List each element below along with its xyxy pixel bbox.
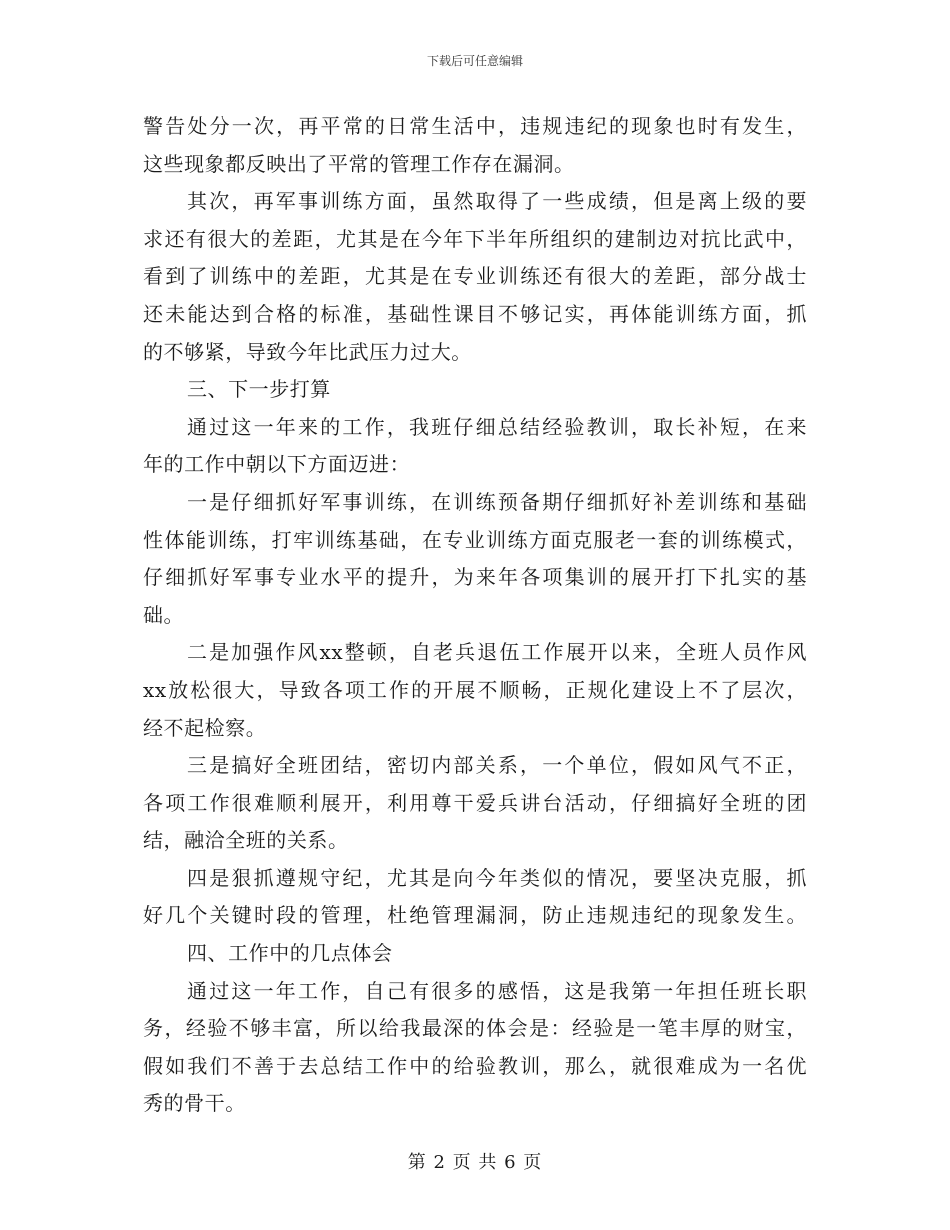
text-line: 警告处分一次，再平常的日常生活中，违规违纪的现象也时有发生， <box>143 114 807 138</box>
text-line: 通过这一年来的工作，我班仔细总结经验教训，取长补短，在来 <box>187 414 807 439</box>
text-line: 一是仔细抓好军事训练，在训练预备期仔细抓好补差训练和基础 <box>187 489 807 514</box>
text-line: 性体能训练，打牢训练基础，在专业训练方面克服老一套的训练模式， <box>143 527 807 552</box>
text-line: 各项工作很难顺利展开，利用尊干爱兵讲台活动，仔细搞好全班的团 <box>143 790 807 815</box>
text-line: 务，经验不够丰富，所以给我最深的体会是：经验是一笔丰厚的财宝， <box>143 1016 807 1041</box>
text-line: 这些现象都反映出了平常的管理工作存在漏洞。 <box>143 151 575 176</box>
text-line: 仔细抓好军事专业水平的提升，为来年各项集训的展开打下扎实的基 <box>143 565 807 590</box>
text-line: 好几个关键时段的管理，杜绝管理漏洞，防止违规违纪的现象发生。 <box>143 903 807 928</box>
text-line: 秀的骨干。 <box>143 1091 246 1116</box>
text-line: 四、工作中的几点体会 <box>187 941 393 966</box>
text-line: 四是狠抓遵规守纪，尤其是向今年类似的情况，要坚决克服，抓 <box>187 865 807 890</box>
page-header-note: 下载后可任意编辑 <box>426 54 523 68</box>
text-line: 年的工作中朝以下方面迈进： <box>143 452 411 477</box>
page-number: 第 2 页 共 6 页 <box>407 1152 543 1173</box>
text-line: 础。 <box>143 602 185 627</box>
text-line: xx放松很大，导致各项工作的开展不顺畅，正规化建设上不了层次， <box>143 677 807 702</box>
text-line: 三是搞好全班团结，密切内部关系，一个单位，假如风气不正， <box>187 753 807 778</box>
text-line: 通过这一年工作，自己有很多的感悟，这是我第一年担任班长职 <box>187 978 807 1003</box>
text-line: 还未能达到合格的标准，基础性课目不够记实，再体能训练方面，抓 <box>143 301 807 326</box>
text-line: 的不够紧，导致今年比武压力过大。 <box>143 339 472 364</box>
text-line: 看到了训练中的差距，尤其是在专业训练还有很大的差距，部分战士 <box>143 264 807 289</box>
text-line: 三、下一步打算 <box>187 377 331 402</box>
text-line: 二是加强作风xx整顿，自老兵退伍工作展开以来，全班人员作风 <box>187 640 807 665</box>
text-line: 经不起检察。 <box>143 715 267 740</box>
text-line: 其次，再军事训练方面，虽然取得了一些成绩，但是离上级的要 <box>187 189 807 214</box>
document-body <box>143 108 807 1123</box>
text-line: 求还有很大的差距，尤其是在今年下半年所组织的建制边对抗比武中， <box>143 226 807 251</box>
text-line: 结，融洽全班的关系。 <box>143 828 349 853</box>
text-line: 假如我们不善于去总结工作中的给验教训，那么，就很难成为一名优 <box>143 1053 807 1078</box>
